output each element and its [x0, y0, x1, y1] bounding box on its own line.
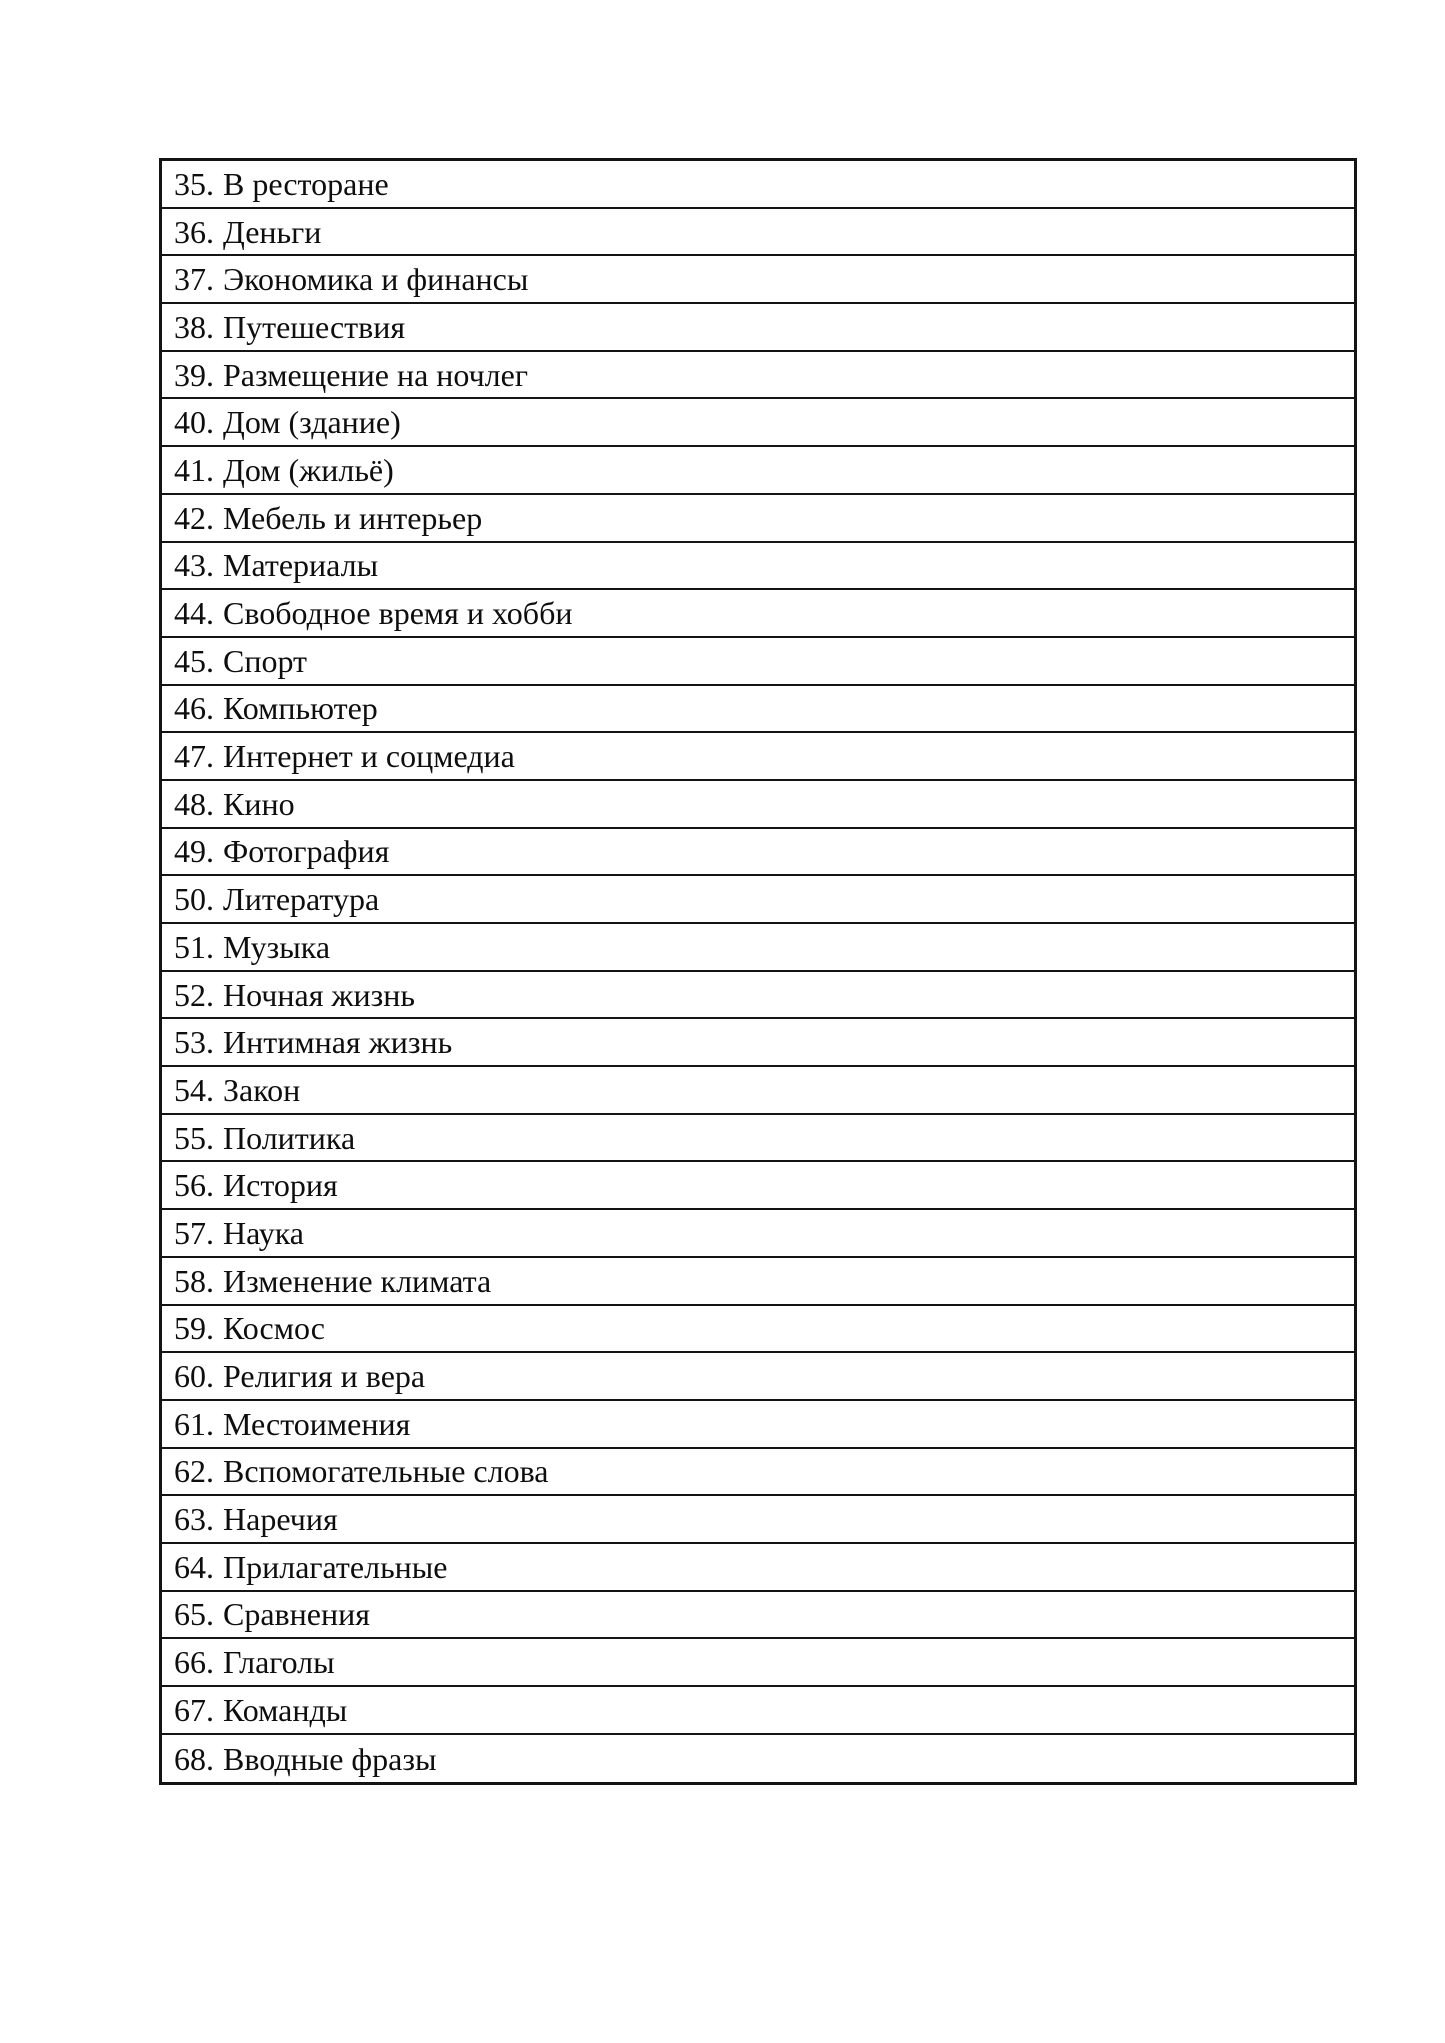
toc-row [162, 1019, 1354, 1067]
toc-row-label: Дом (жильё) [223, 451, 394, 488]
toc-row-number: 50. [174, 881, 214, 918]
toc-row-label: Наука [223, 1214, 304, 1251]
toc-row-number: 35. [174, 165, 214, 202]
toc-row-label: Наречия [223, 1501, 338, 1538]
toc-row-label: Вспомогательные слова [223, 1453, 549, 1490]
toc-row-number: 48. [174, 785, 214, 822]
toc-row-number: 59. [174, 1310, 214, 1347]
toc-row [162, 495, 1354, 543]
toc-row-number: 61. [174, 1405, 214, 1442]
toc-row-number: 60. [174, 1358, 214, 1395]
toc-row-number: 54. [174, 1071, 214, 1108]
toc-row [162, 543, 1354, 591]
toc-row-number: 64. [174, 1548, 214, 1585]
toc-row [162, 304, 1354, 352]
toc-row-number: 43. [174, 547, 214, 584]
toc-row-label: Кино [223, 785, 295, 822]
toc-row [162, 1306, 1354, 1354]
toc-row [162, 1592, 1354, 1640]
toc-row-number: 57. [174, 1214, 214, 1251]
toc-row-number: 56. [174, 1167, 214, 1204]
toc-row [162, 352, 1354, 400]
toc-row-label: Команды [223, 1691, 348, 1728]
toc-row-number: 44. [174, 595, 214, 632]
toc-row-number: 49. [174, 833, 214, 870]
toc-row-number: 40. [174, 404, 214, 441]
toc-row [162, 1687, 1354, 1735]
toc-row-number: 39. [174, 356, 214, 393]
toc-row-number: 66. [174, 1644, 214, 1681]
toc-row-label: Литература [223, 881, 380, 918]
toc-row-number: 51. [174, 928, 214, 965]
toc-row [162, 1639, 1354, 1687]
toc-row [162, 924, 1354, 972]
toc-row [162, 256, 1354, 304]
toc-row-label: Космос [223, 1310, 325, 1347]
toc-row [162, 1210, 1354, 1258]
toc-row-number: 62. [174, 1453, 214, 1490]
toc-row-label: Интернет и соцмедиа [223, 738, 515, 775]
toc-row-label: История [223, 1167, 338, 1204]
toc-row [162, 829, 1354, 877]
toc-row-number: 37. [174, 261, 214, 298]
toc-row-label: В ресторане [223, 165, 389, 202]
toc-row-number: 38. [174, 308, 214, 345]
toc-row [162, 1353, 1354, 1401]
toc-row-number: 47. [174, 738, 214, 775]
toc-row [162, 399, 1354, 447]
toc-row [162, 1544, 1354, 1592]
toc-row-number: 45. [174, 642, 214, 679]
toc-row-label: Размещение на ночлег [223, 356, 528, 393]
toc-row-label: Ночная жизнь [223, 976, 416, 1013]
toc-row-label: Мебель и интерьер [223, 499, 483, 536]
toc-row-number: 53. [174, 1024, 214, 1061]
toc-row-number: 58. [174, 1262, 214, 1299]
toc-row [162, 1449, 1354, 1497]
toc-row-label: Фотография [223, 833, 390, 870]
toc-row-number: 63. [174, 1501, 214, 1538]
toc-row-label: Сравнения [223, 1596, 370, 1633]
toc-row-label: Глаголы [223, 1644, 335, 1681]
toc-row [162, 1115, 1354, 1163]
toc-row [162, 447, 1354, 495]
toc-row-label: Компьютер [223, 690, 378, 727]
toc-row-label: Прилагательные [223, 1548, 448, 1585]
toc-row-label: Закон [223, 1071, 301, 1108]
toc-row [162, 590, 1354, 638]
toc-row-label: Материалы [223, 547, 379, 584]
toc-row-number: 65. [174, 1596, 214, 1633]
toc-row-label: Музыка [223, 928, 331, 965]
toc-row [162, 1258, 1354, 1306]
toc-row-number: 41. [174, 451, 214, 488]
toc-row-number: 55. [174, 1119, 214, 1156]
toc-row [162, 209, 1354, 257]
toc-row-number: 42. [174, 499, 214, 536]
toc-row-number: 52. [174, 976, 214, 1013]
toc-row [162, 1067, 1354, 1115]
toc-row-label: Свободное время и хобби [223, 595, 573, 632]
toc-row [162, 781, 1354, 829]
toc-row-label: Спорт [223, 642, 308, 679]
toc-row [162, 686, 1354, 734]
toc-row-label: Деньги [223, 213, 322, 250]
toc-row-label: Экономика и финансы [223, 261, 529, 298]
toc-row [162, 1496, 1354, 1544]
toc-row [162, 733, 1354, 781]
toc-row-label: Путешествия [223, 308, 406, 345]
toc-row [162, 972, 1354, 1020]
toc-row-label: Политика [223, 1119, 356, 1156]
toc-row-label: Религия и вера [223, 1358, 426, 1395]
toc-row [162, 1162, 1354, 1210]
toc-row-number: 68. [174, 1740, 214, 1777]
toc-row [162, 161, 1354, 209]
toc-row-label: Интимная жизнь [223, 1024, 453, 1061]
toc-row-label: Вводные фразы [223, 1740, 437, 1777]
toc-row-label: Изменение климата [223, 1262, 492, 1299]
toc-row [162, 1735, 1354, 1783]
toc-row-label: Дом (здание) [223, 404, 401, 441]
toc-row-number: 36. [174, 213, 214, 250]
toc-row-number: 67. [174, 1691, 214, 1728]
toc-row [162, 1401, 1354, 1449]
toc-row [162, 638, 1354, 686]
toc-row [162, 876, 1354, 924]
toc-row-label: Местоимения [223, 1405, 411, 1442]
toc-row-number: 46. [174, 690, 214, 727]
toc-table [159, 158, 1357, 1785]
